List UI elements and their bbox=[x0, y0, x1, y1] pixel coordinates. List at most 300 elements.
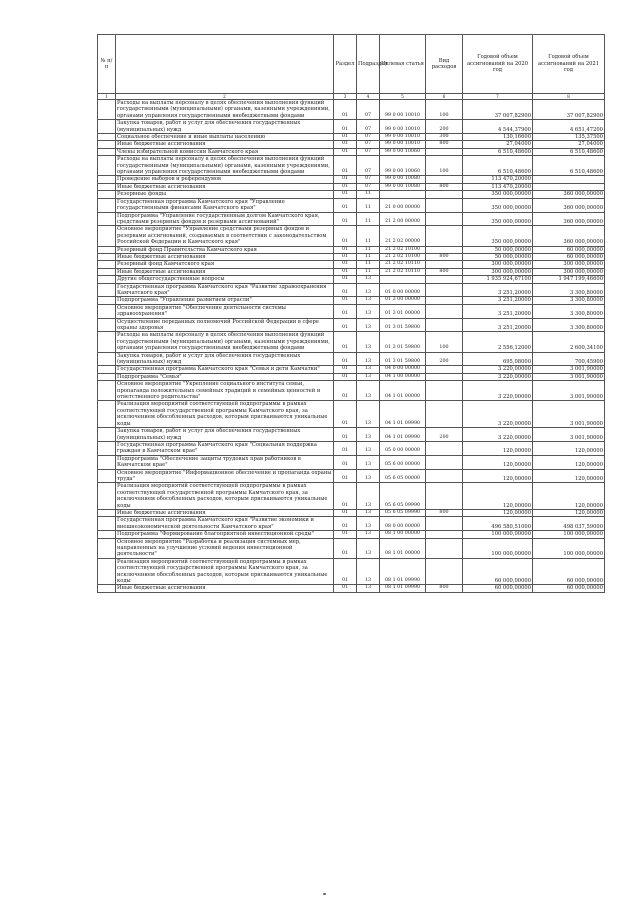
col-number bbox=[98, 261, 116, 268]
col-number bbox=[98, 120, 116, 134]
cell-volume-2020: 350 000,00000 bbox=[463, 226, 533, 246]
cell-section: 01 bbox=[334, 100, 357, 120]
cell-target-article: 08 1 00 00000 bbox=[380, 531, 426, 538]
cell-subsection: 13 bbox=[357, 558, 380, 585]
cell-volume-2020: 350 000,00000 bbox=[463, 198, 533, 212]
cell-volume-2021: 3 001,90000 bbox=[533, 381, 605, 401]
cell-section: 01 bbox=[334, 381, 357, 401]
table-row bbox=[98, 441, 605, 455]
cell-name: Основное мероприятие "Обеспечение деятельности системы здравоохранения" bbox=[116, 304, 334, 318]
cell-section: 01 bbox=[334, 183, 357, 190]
cell-name: Иные бюджетные ассигнования bbox=[116, 585, 334, 592]
col-number bbox=[98, 191, 116, 198]
table-row bbox=[98, 332, 605, 352]
cell-subsection: 11 bbox=[357, 198, 380, 212]
cell-expense-type: 800 bbox=[426, 509, 463, 516]
cell-name: Социальное обеспечение и иные выплаты населению bbox=[116, 134, 334, 141]
cell-section: 01 bbox=[334, 558, 357, 585]
cell-volume-2021: 120,00000 bbox=[533, 455, 605, 469]
cell-volume-2021: 300 000,00000 bbox=[533, 268, 605, 275]
cell-section: 01 bbox=[334, 441, 357, 455]
cell-volume-2021: 3 300,80000 bbox=[533, 283, 605, 297]
cell-name: Иные бюджетные ассигнования bbox=[116, 509, 334, 516]
cell-name: Закупка товаров, работ и услуг для обеспечения государственных (муниципальных) нужд bbox=[116, 120, 334, 134]
cell-subsection: 13 bbox=[357, 517, 380, 531]
cell-target-article: 21 2 02 10110 bbox=[380, 268, 426, 275]
cell-target-article: 05 6 05 00000 bbox=[380, 469, 426, 483]
cell-target-article: 05 6 00 00000 bbox=[380, 455, 426, 469]
cell-volume-2020: 350 000,00000 bbox=[463, 191, 533, 198]
cell-section: 01 bbox=[334, 538, 357, 558]
cell-section: 01 bbox=[334, 366, 357, 373]
cell-volume-2021: 3 001,90000 bbox=[533, 401, 605, 428]
cell-section: 01 bbox=[334, 176, 357, 183]
cell-section: 01 bbox=[334, 120, 357, 134]
cell-target-article: 08 0 00 00000 bbox=[380, 517, 426, 531]
col-number bbox=[98, 318, 116, 332]
cell-volume-2020: 6 510,48600 bbox=[463, 156, 533, 176]
cell-volume-2021: 700,45900 bbox=[533, 352, 605, 366]
cell-volume-2020: 3 251,20000 bbox=[463, 318, 533, 332]
cell-name: Резервные фонды bbox=[116, 191, 334, 198]
cell-volume-2021 bbox=[533, 176, 605, 183]
table-row bbox=[98, 455, 605, 469]
cell-volume-2020: 300 000,00000 bbox=[463, 268, 533, 275]
cell-volume-2020: 120,00000 bbox=[463, 469, 533, 483]
cell-name: Подпрограмма "Управление государственным долгом Камчатского края, средствами резервных фондов и резервами ассигнований" bbox=[116, 212, 334, 226]
cell-subsection: 07 bbox=[357, 100, 380, 120]
col-number bbox=[98, 141, 116, 148]
table-row bbox=[98, 176, 605, 183]
cell-subsection: 07 bbox=[357, 148, 380, 155]
cell-volume-2021: 120,00000 bbox=[533, 469, 605, 483]
cell-target-article: 21 2 02 10100 bbox=[380, 246, 426, 253]
table-row bbox=[98, 120, 605, 134]
cell-volume-2020: 2 556,12000 bbox=[463, 332, 533, 352]
table-row bbox=[98, 212, 605, 226]
cell-section: 01 bbox=[334, 246, 357, 253]
cell-expense-type bbox=[426, 373, 463, 380]
table-row bbox=[98, 226, 605, 246]
col-number bbox=[98, 401, 116, 428]
cell-name: Реализация мероприятий соответствующей подпрограммы в рамках соответствующей государственной программы Камчатского края, за исключением обособленных расходов, которым присваиваются уникальные коды bbox=[116, 558, 334, 585]
cell-expense-type bbox=[426, 226, 463, 246]
header-subsection: Подраздел bbox=[357, 35, 380, 94]
col-number bbox=[98, 366, 116, 373]
cell-section: 01 bbox=[334, 455, 357, 469]
cell-expense-type: 800 bbox=[426, 141, 463, 148]
table-row bbox=[98, 191, 605, 198]
cell-section: 01 bbox=[334, 469, 357, 483]
cell-section: 01 bbox=[334, 191, 357, 198]
cell-expense-type: 200 bbox=[426, 120, 463, 134]
cell-expense-type: 100 bbox=[426, 332, 463, 352]
table-row bbox=[98, 585, 605, 592]
cell-volume-2021: 4 651,47200 bbox=[533, 120, 605, 134]
cell-target-article: 01 3 01 59800 bbox=[380, 352, 426, 366]
col-number bbox=[98, 531, 116, 538]
table-row bbox=[98, 297, 605, 304]
cell-volume-2020: 3 251,20000 bbox=[463, 283, 533, 297]
table-row bbox=[98, 283, 605, 297]
cell-expense-type bbox=[426, 538, 463, 558]
cell-volume-2021: 3 300,80000 bbox=[533, 318, 605, 332]
cell-volume-2021: 2 600,34100 bbox=[533, 332, 605, 352]
cell-name: Осуществление переданных полномочий Российской Федерации в сфере охраны здоровья bbox=[116, 318, 334, 332]
cell-name: Закупка товаров, работ и услуг для обеспечения государственных (муниципальных) нужд bbox=[116, 428, 334, 442]
cell-expense-type: 300 bbox=[426, 134, 463, 141]
table-body bbox=[98, 100, 605, 593]
cell-subsection: 13 bbox=[357, 297, 380, 304]
cell-subsection: 13 bbox=[357, 483, 380, 510]
cell-target-article: 21 2 02 10100 bbox=[380, 253, 426, 260]
table-row bbox=[98, 304, 605, 318]
cell-expense-type: 800 bbox=[426, 268, 463, 275]
cell-section: 01 bbox=[334, 304, 357, 318]
cell-volume-2020: 3 251,20000 bbox=[463, 297, 533, 304]
cell-volume-2021: 1 947 199,46600 bbox=[533, 276, 605, 283]
cell-target-article: 99 0 00 10060 bbox=[380, 148, 426, 155]
cell-volume-2020: 113 470,20000 bbox=[463, 176, 533, 183]
cell-expense-type bbox=[426, 366, 463, 373]
cell-name: Государственная программа Камчатского края "Социальная поддержка граждан в Камчатском крае" bbox=[116, 441, 334, 455]
cell-name: Основное мероприятие "Управление средствами резервных фондов и резервами ассигнований, создаваемых в соответствии с законодательством Российской Федерации и Камчатского края" bbox=[116, 226, 334, 246]
cell-volume-2020: 120,00000 bbox=[463, 455, 533, 469]
col-number bbox=[98, 297, 116, 304]
header-volume-2020: Годовой объем ассигнований на 2020 год bbox=[463, 35, 533, 94]
col-number bbox=[98, 373, 116, 380]
column-number: 3 bbox=[334, 94, 357, 100]
cell-section: 01 bbox=[334, 268, 357, 275]
cell-expense-type bbox=[426, 469, 463, 483]
cell-name: Реализация мероприятий соответствующей подпрограммы в рамках соответствующей государственной программы Камчатского края, за исключением обособленных расходов, которым присваиваются уникальные коды bbox=[116, 401, 334, 428]
col-number bbox=[98, 212, 116, 226]
table-row bbox=[98, 531, 605, 538]
cell-expense-type bbox=[426, 283, 463, 297]
cell-volume-2020: 60 000,00000 bbox=[463, 585, 533, 592]
col-number bbox=[98, 509, 116, 516]
cell-expense-type bbox=[426, 381, 463, 401]
header-section: Раздел bbox=[334, 35, 357, 94]
cell-target-article: 05 0 00 00000 bbox=[380, 441, 426, 455]
cell-volume-2021: 60 000,00000 bbox=[533, 253, 605, 260]
cell-target-article: 01 3 01 59800 bbox=[380, 318, 426, 332]
cell-name: Закупка товаров, работ и услуг для обеспечения государственных (муниципальных) нужд bbox=[116, 352, 334, 366]
cell-name: Резервный фонд Правительства Камчатского края bbox=[116, 246, 334, 253]
table-row bbox=[98, 318, 605, 332]
cell-section: 01 bbox=[334, 428, 357, 442]
cell-volume-2021 bbox=[533, 183, 605, 190]
cell-volume-2021: 100 000,00000 bbox=[533, 531, 605, 538]
table-row bbox=[98, 483, 605, 510]
cell-target-article: 99 0 00 10010 bbox=[380, 100, 426, 120]
cell-target-article bbox=[380, 191, 426, 198]
cell-subsection: 13 bbox=[357, 276, 380, 283]
cell-section: 01 bbox=[334, 156, 357, 176]
cell-name: Иные бюджетные ассигнования bbox=[116, 183, 334, 190]
cell-volume-2020: 695,08000 bbox=[463, 352, 533, 366]
cell-section: 01 bbox=[334, 509, 357, 516]
column-number: 7 bbox=[463, 94, 533, 100]
cell-name: Иные бюджетные ассигнования bbox=[116, 141, 334, 148]
col-number bbox=[98, 183, 116, 190]
cell-expense-type: 200 bbox=[426, 428, 463, 442]
cell-volume-2020: 50 000,00000 bbox=[463, 253, 533, 260]
cell-expense-type bbox=[426, 261, 463, 268]
cell-subsection: 13 bbox=[357, 401, 380, 428]
cell-subsection: 07 bbox=[357, 134, 380, 141]
cell-name: Государственная программа Камчатского края "Развитие здравоохранения Камчатского края" bbox=[116, 283, 334, 297]
cell-name: Резервный фонд Камчатского края bbox=[116, 261, 334, 268]
cell-expense-type bbox=[426, 246, 463, 253]
cell-volume-2021: 3 001,90000 bbox=[533, 373, 605, 380]
cell-subsection: 13 bbox=[357, 304, 380, 318]
cell-volume-2021: 3 300,80000 bbox=[533, 297, 605, 304]
cell-expense-type bbox=[426, 531, 463, 538]
cell-name: Проведение выборов и референдумов bbox=[116, 176, 334, 183]
table-row bbox=[98, 261, 605, 268]
cell-subsection: 13 bbox=[357, 531, 380, 538]
cell-name: Другие общегосударственные вопросы bbox=[116, 276, 334, 283]
column-number: 2 bbox=[116, 94, 334, 100]
cell-section: 01 bbox=[334, 226, 357, 246]
cell-name: Государственная программа Камчатского края "Управление государственными финансами Камчатского края" bbox=[116, 198, 334, 212]
cell-target-article: 01 3 00 00000 bbox=[380, 297, 426, 304]
cell-subsection: 13 bbox=[357, 332, 380, 352]
cell-subsection: 13 bbox=[357, 428, 380, 442]
cell-subsection: 07 bbox=[357, 156, 380, 176]
cell-expense-type: 200 bbox=[426, 352, 463, 366]
cell-target-article: 21 2 02 00000 bbox=[380, 226, 426, 246]
cell-subsection: 11 bbox=[357, 246, 380, 253]
cell-volume-2020: 4 544,37900 bbox=[463, 120, 533, 134]
table-row bbox=[98, 373, 605, 380]
cell-target-article: 04 1 01 09990 bbox=[380, 401, 426, 428]
col-number bbox=[98, 283, 116, 297]
cell-name: Иные бюджетные ассигнования bbox=[116, 253, 334, 260]
cell-volume-2021: 120,00000 bbox=[533, 483, 605, 510]
cell-section: 01 bbox=[334, 332, 357, 352]
cell-name: Реализация мероприятий соответствующей подпрограммы в рамках соответствующей государственной программы Камчатского края, за исключением обособленных расходов, которым присваиваются уникальные коды bbox=[116, 483, 334, 510]
table-row bbox=[98, 428, 605, 442]
cell-target-article bbox=[380, 276, 426, 283]
cell-name: Подпрограмма "Семья" bbox=[116, 373, 334, 380]
cell-volume-2021: 27,04000 bbox=[533, 141, 605, 148]
table-row bbox=[98, 558, 605, 585]
col-number bbox=[98, 226, 116, 246]
cell-section: 01 bbox=[334, 531, 357, 538]
cell-subsection: 13 bbox=[357, 469, 380, 483]
cell-expense-type bbox=[426, 198, 463, 212]
header-number: № п/п bbox=[98, 35, 116, 94]
cell-name: Государственная программа Камчатского края "Семья и дети Камчатки" bbox=[116, 366, 334, 373]
cell-volume-2021: 60 000,00000 bbox=[533, 558, 605, 585]
cell-expense-type: 100 bbox=[426, 156, 463, 176]
table-row bbox=[98, 100, 605, 120]
cell-name: Подпрограмма "Формирование благоприятной инвестиционной среды" bbox=[116, 531, 334, 538]
table-row bbox=[98, 246, 605, 253]
cell-volume-2021: 60 000,00000 bbox=[533, 585, 605, 592]
cell-section: 01 bbox=[334, 401, 357, 428]
cell-name: Основное мероприятие "Укрепление социального института семьи, пропаганда положительных семейных традиций и семейных ценностей и ответственного родительства" bbox=[116, 381, 334, 401]
cell-subsection: 13 bbox=[357, 538, 380, 558]
cell-target-article: 04 0 00 00000 bbox=[380, 366, 426, 373]
cell-section: 01 bbox=[334, 134, 357, 141]
cell-volume-2020: 100 000,00000 bbox=[463, 538, 533, 558]
cell-target-article: 04 1 01 00000 bbox=[380, 381, 426, 401]
table-row bbox=[98, 509, 605, 516]
header-name bbox=[116, 35, 334, 94]
cell-target-article: 99 0 00 10010 bbox=[380, 141, 426, 148]
cell-expense-type bbox=[426, 297, 463, 304]
column-number: 1 bbox=[98, 94, 116, 100]
col-number bbox=[98, 246, 116, 253]
cell-subsection: 07 bbox=[357, 120, 380, 134]
cell-target-article: 04 1 00 00000 bbox=[380, 373, 426, 380]
cell-section: 01 bbox=[334, 297, 357, 304]
cell-volume-2021: 120,00000 bbox=[533, 441, 605, 455]
col-number bbox=[98, 441, 116, 455]
cell-volume-2021: 135,37500 bbox=[533, 134, 605, 141]
col-number bbox=[98, 538, 116, 558]
cell-volume-2021: 300 000,00000 bbox=[533, 261, 605, 268]
cell-section: 01 bbox=[334, 253, 357, 260]
cell-volume-2020: 3 251,20000 bbox=[463, 304, 533, 318]
col-number bbox=[98, 558, 116, 585]
table-row bbox=[98, 276, 605, 283]
cell-section: 01 bbox=[334, 585, 357, 592]
cell-volume-2021: 360 000,00000 bbox=[533, 212, 605, 226]
column-number: 8 bbox=[533, 94, 605, 100]
cell-volume-2021: 3 001,90000 bbox=[533, 366, 605, 373]
cell-expense-type bbox=[426, 483, 463, 510]
cell-volume-2020: 3 220,00000 bbox=[463, 401, 533, 428]
cell-section: 01 bbox=[334, 276, 357, 283]
cell-volume-2021: 360 000,00000 bbox=[533, 226, 605, 246]
cell-subsection: 11 bbox=[357, 191, 380, 198]
cell-volume-2020: 27,04000 bbox=[463, 141, 533, 148]
cell-subsection: 11 bbox=[357, 253, 380, 260]
cell-subsection: 13 bbox=[357, 509, 380, 516]
cell-volume-2021: 6 510,48600 bbox=[533, 148, 605, 155]
column-number: 6 bbox=[426, 94, 463, 100]
cell-name: Государственная программа Камчатского края "Развитие экономики и внешнеэкономической деятельности Камчатского края" bbox=[116, 517, 334, 531]
cell-section: 01 bbox=[334, 483, 357, 510]
cell-volume-2020: 120,00000 bbox=[463, 441, 533, 455]
cell-volume-2020: 3 220,00000 bbox=[463, 381, 533, 401]
col-number bbox=[98, 381, 116, 401]
table-row bbox=[98, 134, 605, 141]
cell-target-article: 08 1 01 09990 bbox=[380, 558, 426, 585]
table-row bbox=[98, 253, 605, 260]
column-number: 4 bbox=[357, 94, 380, 100]
cell-subsection: 13 bbox=[357, 352, 380, 366]
cell-subsection: 13 bbox=[357, 283, 380, 297]
header-volume-2021: Годовой объем ассигнований на 2021 год bbox=[533, 35, 605, 94]
cell-target-article: 04 1 01 09990 bbox=[380, 428, 426, 442]
header-expense-type: Вид расходов bbox=[426, 35, 463, 94]
table-row bbox=[98, 538, 605, 558]
table-row bbox=[98, 148, 605, 155]
cell-subsection: 07 bbox=[357, 176, 380, 183]
cell-subsection: 11 bbox=[357, 226, 380, 246]
cell-target-article: 01 0 00 00000 bbox=[380, 283, 426, 297]
col-number bbox=[98, 198, 116, 212]
cell-volume-2021: 3 300,80000 bbox=[533, 304, 605, 318]
cell-section: 01 bbox=[334, 373, 357, 380]
cell-volume-2020: 350 000,00000 bbox=[463, 212, 533, 226]
cell-expense-type: 800 bbox=[426, 585, 463, 592]
cell-target-article: 05 6 05 09990 bbox=[380, 483, 426, 510]
cell-volume-2020: 3 220,00000 bbox=[463, 373, 533, 380]
cell-volume-2021: 3 001,90000 bbox=[533, 428, 605, 442]
cell-volume-2021: 498 037,59000 bbox=[533, 517, 605, 531]
cell-volume-2020: 60 000,00000 bbox=[463, 558, 533, 585]
table-header-row bbox=[98, 35, 605, 94]
table-row bbox=[98, 352, 605, 366]
cell-section: 01 bbox=[334, 148, 357, 155]
col-number bbox=[98, 483, 116, 510]
cell-subsection: 13 bbox=[357, 381, 380, 401]
cell-name: Основное мероприятие "Разработка и реализация системных мер, направленных на улучшение условий ведения инвестиционной деятельности" bbox=[116, 538, 334, 558]
cell-expense-type bbox=[426, 455, 463, 469]
table-row bbox=[98, 469, 605, 483]
cell-name: Иные бюджетные ассигнования bbox=[116, 268, 334, 275]
page-mark bbox=[323, 893, 326, 895]
cell-expense-type bbox=[426, 191, 463, 198]
table-row bbox=[98, 183, 605, 190]
cell-target-article: 99 0 00 10010 bbox=[380, 120, 426, 134]
cell-expense-type: 100 bbox=[426, 100, 463, 120]
cell-volume-2021: 100 000,00000 bbox=[533, 538, 605, 558]
table-row bbox=[98, 198, 605, 212]
col-number bbox=[98, 585, 116, 592]
col-number bbox=[98, 352, 116, 366]
cell-target-article: 08 1 01 00000 bbox=[380, 538, 426, 558]
cell-volume-2021: 360 000,00000 bbox=[533, 198, 605, 212]
col-number bbox=[98, 276, 116, 283]
column-number: 5 bbox=[380, 94, 426, 100]
cell-target-article: 99 0 00 10080 bbox=[380, 183, 426, 190]
col-number bbox=[98, 253, 116, 260]
cell-subsection: 11 bbox=[357, 212, 380, 226]
cell-expense-type bbox=[426, 558, 463, 585]
table-row bbox=[98, 381, 605, 401]
budget-table bbox=[97, 34, 605, 593]
col-number bbox=[98, 176, 116, 183]
cell-expense-type: 800 bbox=[426, 253, 463, 260]
table-row bbox=[98, 156, 605, 176]
cell-section: 01 bbox=[334, 318, 357, 332]
cell-expense-type bbox=[426, 212, 463, 226]
cell-target-article: 21 0 00 00000 bbox=[380, 198, 426, 212]
col-number bbox=[98, 134, 116, 141]
col-number bbox=[98, 517, 116, 531]
table-row bbox=[98, 141, 605, 148]
cell-subsection: 07 bbox=[357, 141, 380, 148]
cell-subsection: 13 bbox=[357, 318, 380, 332]
cell-name: Основное мероприятие "Информационное обеспечение и пропаганда охраны труда" bbox=[116, 469, 334, 483]
cell-expense-type bbox=[426, 148, 463, 155]
table-row bbox=[98, 517, 605, 531]
cell-volume-2020: 1 935 924,67100 bbox=[463, 276, 533, 283]
cell-volume-2021: 120,00000 bbox=[533, 509, 605, 516]
cell-name: Расходы на выплаты персоналу в целях обеспечения выполнения функций государственными (муниципальными) органами, казенными учреждениями, органами управления государственными внебюджетными фондами bbox=[116, 156, 334, 176]
cell-expense-type bbox=[426, 441, 463, 455]
cell-subsection: 11 bbox=[357, 261, 380, 268]
cell-volume-2020: 120,00000 bbox=[463, 509, 533, 516]
cell-expense-type bbox=[426, 318, 463, 332]
